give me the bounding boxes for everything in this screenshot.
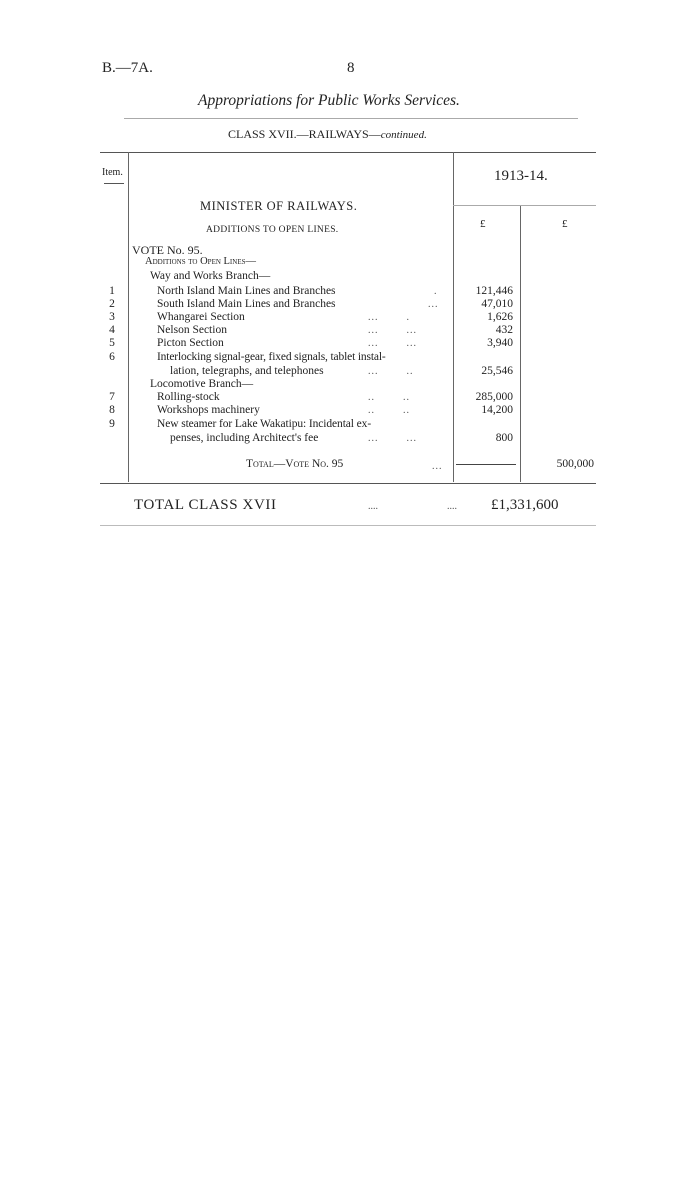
dot-leader: ... ... bbox=[368, 338, 417, 349]
item-description-continued: penses, including Architect's fee bbox=[170, 432, 319, 444]
class-total-label: TOTAL CLASS XVII bbox=[134, 497, 277, 513]
page-reference: B.—7A. bbox=[102, 60, 153, 76]
item-number: 2 bbox=[109, 298, 115, 310]
item-amount: 432 bbox=[495, 324, 513, 336]
vote-total-label: Total—Vote No. 95 bbox=[246, 458, 344, 470]
class-heading bbox=[228, 127, 427, 142]
dot-leader: .. .. bbox=[368, 405, 410, 416]
page-number: 8 bbox=[347, 60, 355, 76]
item-number: 9 bbox=[109, 418, 115, 430]
dot-leader: ... . bbox=[368, 312, 410, 323]
pound-symbol-sub: £ bbox=[480, 218, 486, 230]
table-bottom-rule bbox=[100, 483, 596, 484]
item-number: 4 bbox=[109, 324, 115, 336]
footer-rule bbox=[100, 525, 596, 526]
vote-heading: VOTE No. 95. bbox=[132, 243, 203, 257]
item-amount: 285,000 bbox=[475, 391, 513, 403]
item-amount: 121,446 bbox=[475, 285, 513, 297]
dot-leader: .... bbox=[368, 501, 378, 512]
dot-leader: ... bbox=[432, 461, 443, 472]
item-description: Nelson Section bbox=[157, 324, 227, 336]
title-rule bbox=[124, 118, 578, 119]
item-column-header: Item. bbox=[102, 167, 123, 178]
class-heading-continued: continued. bbox=[380, 129, 427, 141]
class-heading-text: CLASS XVII.—RAILWAYS— bbox=[228, 127, 381, 141]
item-description: South Island Main Lines and Branches bbox=[157, 298, 336, 310]
section-title: MINISTER OF RAILWAYS. bbox=[200, 199, 358, 213]
item-description: Whangarei Section bbox=[157, 311, 245, 323]
item-description-continued: lation, telegraphs, and telephones bbox=[170, 365, 324, 377]
item-column-rule bbox=[128, 152, 129, 482]
table-top-rule bbox=[100, 152, 596, 153]
item-description: Interlocking signal-gear, fixed signals, tablet instal- bbox=[157, 351, 386, 363]
dot-leader: . bbox=[434, 286, 438, 297]
item-number: 6 bbox=[109, 351, 115, 363]
item-number: 8 bbox=[109, 404, 115, 416]
item-number: 3 bbox=[109, 311, 115, 323]
branch-heading-locomotive: Locomotive Branch— bbox=[150, 378, 254, 390]
class-total-amount: £1,331,600 bbox=[491, 497, 559, 513]
total-column-rule bbox=[520, 206, 521, 482]
item-amount: 25,546 bbox=[481, 365, 513, 377]
item-number: 7 bbox=[109, 391, 115, 403]
vote-subheading: Additions to Open Lines— bbox=[145, 256, 256, 267]
year-rule bbox=[453, 205, 596, 206]
vote-total-amount: 500,000 bbox=[556, 458, 594, 470]
dot-leader: .... bbox=[447, 501, 457, 512]
item-amount: 14,200 bbox=[481, 404, 513, 416]
item-number: 1 bbox=[109, 285, 115, 297]
amount-column-rule bbox=[453, 152, 454, 482]
dot-leader: ... ... bbox=[368, 325, 417, 336]
dot-leader: .. .. bbox=[368, 392, 410, 403]
item-description: New steamer for Lake Wakatipu: Incidental ex- bbox=[157, 418, 372, 430]
dot-leader: ... ... bbox=[368, 433, 417, 444]
pound-symbol-total: £ bbox=[562, 218, 568, 230]
item-amount: 1,626 bbox=[487, 311, 513, 323]
item-amount: 3,940 bbox=[487, 337, 513, 349]
item-description: Workshops machinery bbox=[157, 404, 260, 416]
section-subtitle: ADDITIONS TO OPEN LINES. bbox=[206, 225, 339, 235]
dot-leader: ... bbox=[428, 299, 439, 310]
item-description: Rolling-stock bbox=[157, 391, 220, 403]
branch-heading-way-works: Way and Works Branch— bbox=[150, 270, 271, 282]
item-amount: 47,010 bbox=[481, 298, 513, 310]
item-description: Picton Section bbox=[157, 337, 224, 349]
page-title: Appropriations for Public Works Services. bbox=[198, 92, 460, 109]
item-amount: 800 bbox=[495, 432, 513, 444]
item-number: 5 bbox=[109, 337, 115, 349]
item-description: North Island Main Lines and Branches bbox=[157, 285, 336, 297]
item-header-underline bbox=[104, 183, 124, 184]
dot-leader: ... .. bbox=[368, 366, 414, 377]
year-header: 1913-14. bbox=[494, 168, 548, 184]
subtotal-rule bbox=[456, 464, 516, 465]
